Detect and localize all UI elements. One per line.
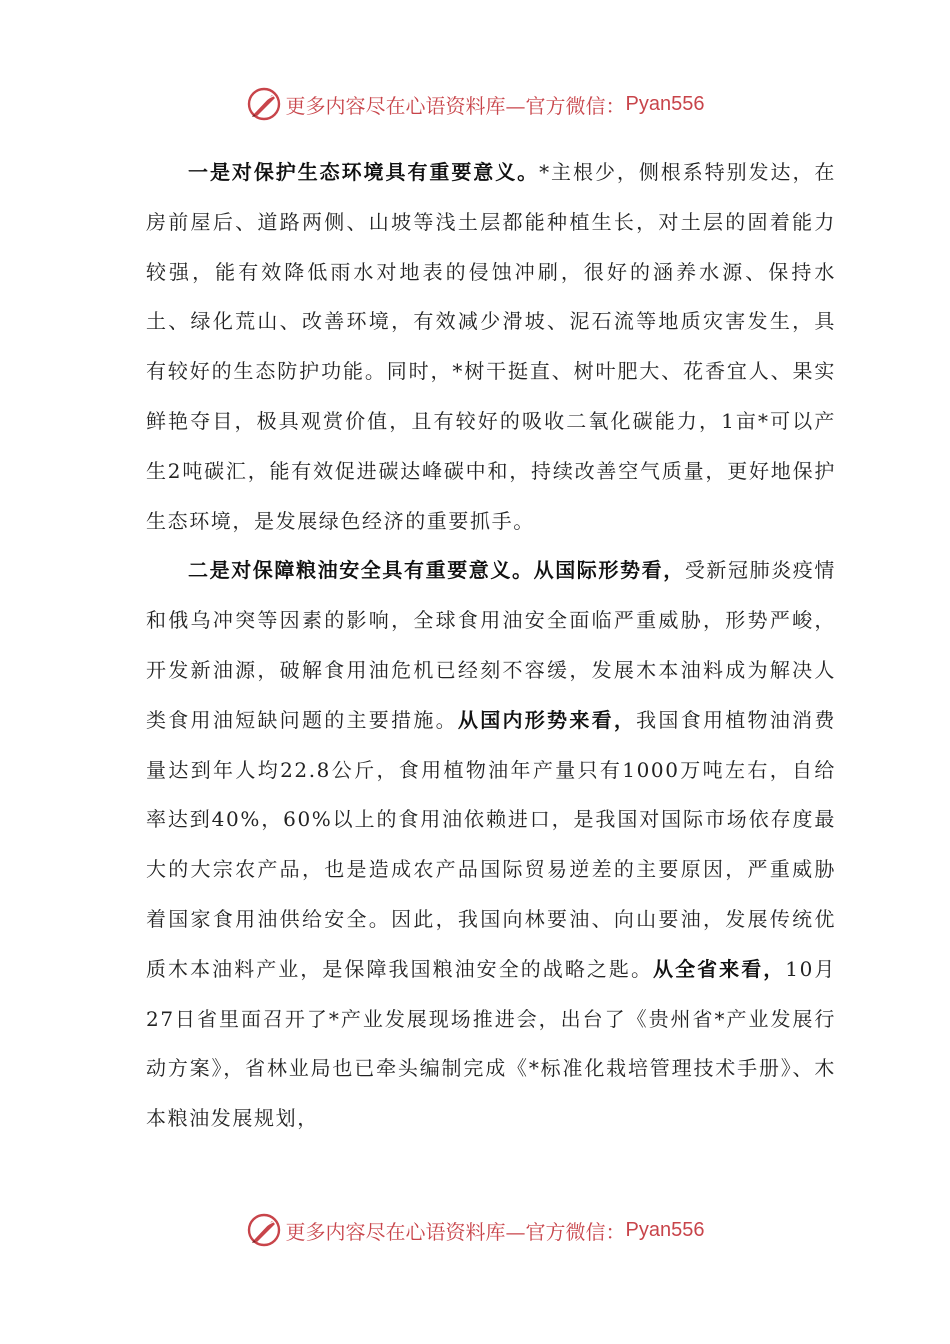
quill-seal-logo-icon [246, 1212, 282, 1248]
document-body [146, 148, 836, 1144]
paragraph-2 [146, 546, 836, 1144]
header-wechat-id: Pyan556 [625, 92, 705, 115]
paragraph-2-sub-heading-province: 从全省来看， [653, 956, 786, 981]
paragraph-2-text-domestic: 我国食用植物油消费量达到年人均22.8公斤，食用植物油年产量只有1000万吨左右，自给率达到40%，60%以上的食用油依赖进口，是我国对国际市场依存度最大的大宗农产品，也是造成农产品国际贸易逆差的主要原因，严重威胁着国家食用油供给安全。因此，我国向林要油、向山要油，发展传统优质木本油料产业，是保障我国粮油安全的战略之匙。 [146, 707, 836, 981]
paragraph-2-text-international: 受新冠肺炎疫情和俄乌冲突等因素的影响，全球食用油安全面临严重威胁，形势严峻，开发新油源，破解食用油危机已经刻不容缓，发展木本油料成为解决人类食用油短缺问题的主要措施。 [146, 558, 837, 732]
paragraph-2-text-province: 10月27日省里面召开了*产业发展现场推进会，出台了《贵州省*产业发展行动方案》，省林业局也已牵头编制完成《*标准化栽培管理技术手册》、木本粮油发展规划， [146, 956, 836, 1131]
quill-seal-logo-icon [246, 86, 282, 122]
footer-wechat-id: Pyan556 [625, 1218, 705, 1241]
footer-banner [0, 1208, 950, 1252]
paragraph-1 [146, 148, 836, 546]
paragraph-2-lead: 二是对保障粮油安全具有重要意义。 [188, 558, 534, 583]
paragraph-2-sub-heading-domestic: 从国内形势来看， [457, 707, 637, 732]
paragraph-1-text: *主根少，侧根系特别发达，在房前屋后、道路两侧、山坡等浅土层都能种植生长，对土层的固着能力较强，能有效降低雨水对地表的侵蚀冲刷，很好的涵养水源、保持水土、绿化荒山、改善环境，有效减少滑坡、泥石流等地质灾害发生，具有较好的生态防护功能。同时，*树干挺直、树叶肥大、花香宜人、果实鲜艳夺目，极具观赏价值，且有较好的吸收二氧化碳能力，1亩*可以产生2吨碳汇，能有效促进碳达峰碳中和，持续改善空气质量，更好地保护生态环境，是发展绿色经济的重要抓手。 [146, 160, 836, 533]
paragraph-1-lead: 一是对保护生态环境具有重要意义。 [188, 160, 540, 184]
header-banner [0, 82, 950, 126]
header-banner-text: 更多内容尽在心语资料库—官方微信： [285, 93, 626, 118]
footer-banner-text: 更多内容尽在心语资料库—官方微信： [285, 1219, 626, 1244]
paragraph-2-sub-heading-international: 从国际形势看， [533, 558, 685, 583]
